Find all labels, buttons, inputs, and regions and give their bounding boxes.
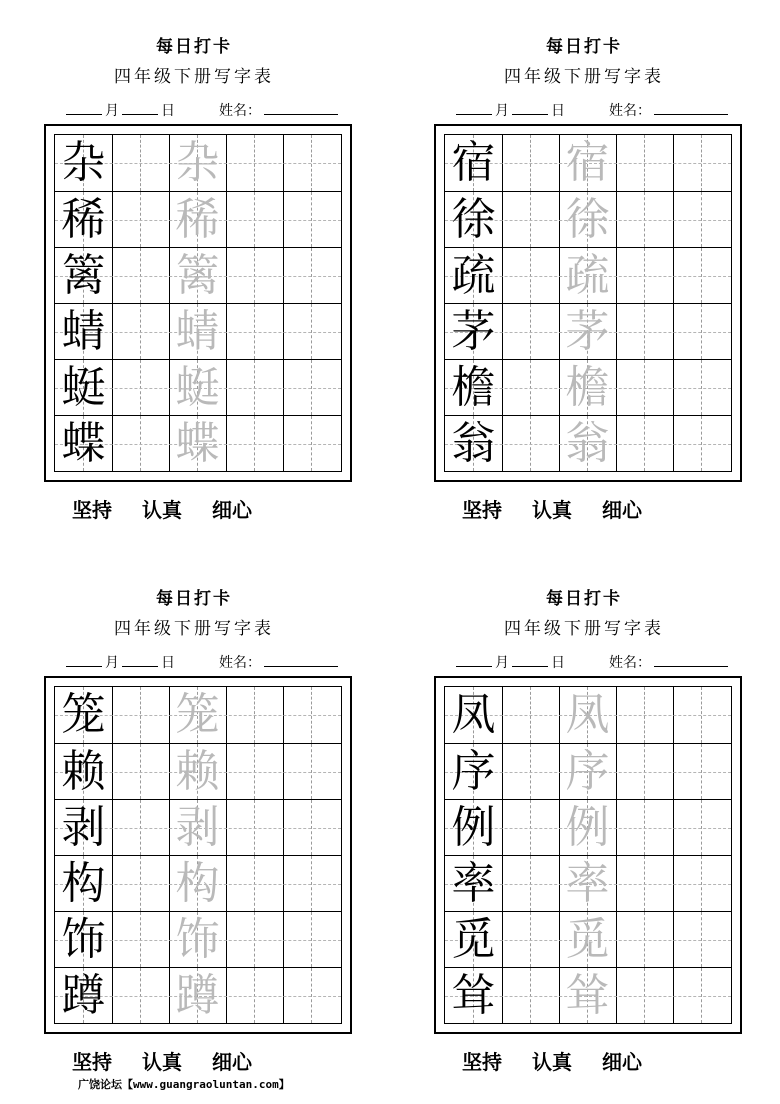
name-label: 姓名：: [219, 655, 261, 671]
motto-attentive: 细心: [212, 1050, 252, 1074]
grid-row: [445, 743, 731, 799]
grid-row: [55, 135, 341, 191]
day-label: 日: [551, 103, 565, 119]
month-blank[interactable]: [456, 100, 492, 115]
trace-character: 例: [565, 802, 610, 853]
grid-row: [55, 359, 341, 415]
grid-row: [445, 359, 731, 415]
card-title: 每日打卡: [546, 589, 622, 609]
month-label: 月: [105, 655, 119, 671]
month-label: 月: [495, 655, 509, 671]
model-character: 赖: [61, 746, 106, 797]
name-blank[interactable]: [264, 652, 338, 667]
name-label: 姓名：: [219, 103, 261, 119]
grid-row: [445, 303, 731, 359]
trace-character: 笼: [175, 689, 220, 740]
motto-careful: 认真: [142, 1050, 182, 1074]
model-character: 觅: [451, 914, 496, 965]
name-blank[interactable]: [654, 100, 728, 115]
day-blank[interactable]: [122, 652, 158, 667]
model-character: 耸: [451, 970, 496, 1021]
day-blank[interactable]: [122, 100, 158, 115]
trace-character: 宿: [565, 137, 610, 188]
model-character: 疏: [451, 250, 496, 301]
trace-character: 杂: [175, 137, 220, 188]
site-footer: 广饶论坛【www.guangraoluntan.com】: [78, 1078, 290, 1091]
model-character: 篱: [61, 250, 106, 301]
grid-row: [445, 799, 731, 855]
motto-persist: 坚持: [72, 498, 112, 522]
grid-row: [55, 687, 341, 743]
trace-character: 耸: [565, 970, 610, 1021]
month-blank[interactable]: [66, 100, 102, 115]
model-character: 翁: [451, 418, 496, 469]
date-name-line: [66, 652, 356, 672]
grid-row: [445, 687, 731, 743]
practice-card: [44, 552, 344, 1074]
motto: [72, 1046, 352, 1072]
card-title: 每日打卡: [156, 37, 232, 57]
motto: [462, 494, 742, 520]
trace-character: 凤: [565, 689, 610, 740]
writing-grid-frame: [434, 124, 742, 482]
date-name-line: [66, 100, 356, 120]
trace-character: 序: [565, 746, 610, 797]
grid-row: [55, 743, 341, 799]
trace-character: 构: [175, 858, 220, 909]
month-blank[interactable]: [456, 652, 492, 667]
motto: [462, 1046, 742, 1072]
motto-attentive: 细心: [602, 498, 642, 522]
model-character: 稀: [61, 194, 106, 245]
day-label: 日: [551, 655, 565, 671]
trace-character: 饰: [175, 914, 220, 965]
model-character: 序: [451, 746, 496, 797]
model-character: 构: [61, 858, 106, 909]
grid-row: [55, 911, 341, 967]
date-name-line: [456, 100, 746, 120]
grid-row: [55, 303, 341, 359]
grid-row: [445, 247, 731, 303]
name-blank[interactable]: [654, 652, 728, 667]
trace-character: 觅: [565, 914, 610, 965]
trace-character: 蝶: [175, 418, 220, 469]
day-label: 日: [161, 655, 175, 671]
trace-character: 茅: [565, 306, 610, 357]
motto-careful: 认真: [532, 1050, 572, 1074]
motto-persist: 坚持: [72, 1050, 112, 1074]
model-character: 笼: [61, 689, 106, 740]
model-character: 饰: [61, 914, 106, 965]
trace-character: 率: [565, 858, 610, 909]
card-subtitle: 四年级下册写字表: [114, 67, 274, 87]
practice-card: [434, 552, 734, 1074]
grid-row: [55, 247, 341, 303]
writing-grid: [444, 686, 732, 1024]
writing-grid: [54, 134, 342, 472]
model-character: 檐: [451, 362, 496, 413]
grid-row: [445, 967, 731, 1023]
month-label: 月: [105, 103, 119, 119]
trace-character: 翁: [565, 418, 610, 469]
day-blank[interactable]: [512, 652, 548, 667]
grid-row: [445, 855, 731, 911]
trace-character: 篱: [175, 250, 220, 301]
grid-row: [55, 415, 341, 471]
month-blank[interactable]: [66, 652, 102, 667]
card-title: 每日打卡: [156, 589, 232, 609]
trace-character: 剥: [175, 802, 220, 853]
motto-attentive: 细心: [602, 1050, 642, 1074]
card-subtitle: 四年级下册写字表: [504, 619, 664, 639]
model-character: 宿: [451, 137, 496, 188]
practice-card: [434, 0, 734, 522]
trace-character: 疏: [565, 250, 610, 301]
trace-character: 赖: [175, 746, 220, 797]
model-character: 杂: [61, 137, 106, 188]
name-label: 姓名：: [609, 655, 651, 671]
grid-row: [55, 799, 341, 855]
model-character: 茅: [451, 306, 496, 357]
grid-row: [445, 911, 731, 967]
date-name-line: [456, 652, 746, 672]
name-blank[interactable]: [264, 100, 338, 115]
motto-attentive: 细心: [212, 498, 252, 522]
practice-card: [44, 0, 344, 522]
grid-row: [445, 415, 731, 471]
writing-grid-frame: [44, 676, 352, 1034]
trace-character: 蜻: [175, 306, 220, 357]
model-character: 凤: [451, 689, 496, 740]
trace-character: 徐: [565, 194, 610, 245]
trace-character: 檐: [565, 362, 610, 413]
grid-row: [55, 967, 341, 1023]
trace-character: 蜓: [175, 362, 220, 413]
grid-row: [445, 191, 731, 247]
writing-grid-frame: [434, 676, 742, 1034]
model-character: 蜻: [61, 306, 106, 357]
grid-row: [55, 191, 341, 247]
trace-character: 稀: [175, 194, 220, 245]
trace-character: 蹲: [175, 970, 220, 1021]
motto-persist: 坚持: [462, 498, 502, 522]
day-blank[interactable]: [512, 100, 548, 115]
card-title: 每日打卡: [546, 37, 622, 57]
model-character: 蜓: [61, 362, 106, 413]
grid-row: [445, 135, 731, 191]
motto-persist: 坚持: [462, 1050, 502, 1074]
motto-careful: 认真: [532, 498, 572, 522]
model-character: 例: [451, 802, 496, 853]
model-character: 蹲: [61, 970, 106, 1021]
writing-grid: [444, 134, 732, 472]
model-character: 徐: [451, 194, 496, 245]
card-subtitle: 四年级下册写字表: [504, 67, 664, 87]
writing-grid-frame: [44, 124, 352, 482]
day-label: 日: [161, 103, 175, 119]
model-character: 率: [451, 858, 496, 909]
model-character: 蝶: [61, 418, 106, 469]
writing-grid: [54, 686, 342, 1024]
motto-careful: 认真: [142, 498, 182, 522]
model-character: 剥: [61, 802, 106, 853]
name-label: 姓名：: [609, 103, 651, 119]
grid-row: [55, 855, 341, 911]
motto: [72, 494, 352, 520]
card-subtitle: 四年级下册写字表: [114, 619, 274, 639]
month-label: 月: [495, 103, 509, 119]
